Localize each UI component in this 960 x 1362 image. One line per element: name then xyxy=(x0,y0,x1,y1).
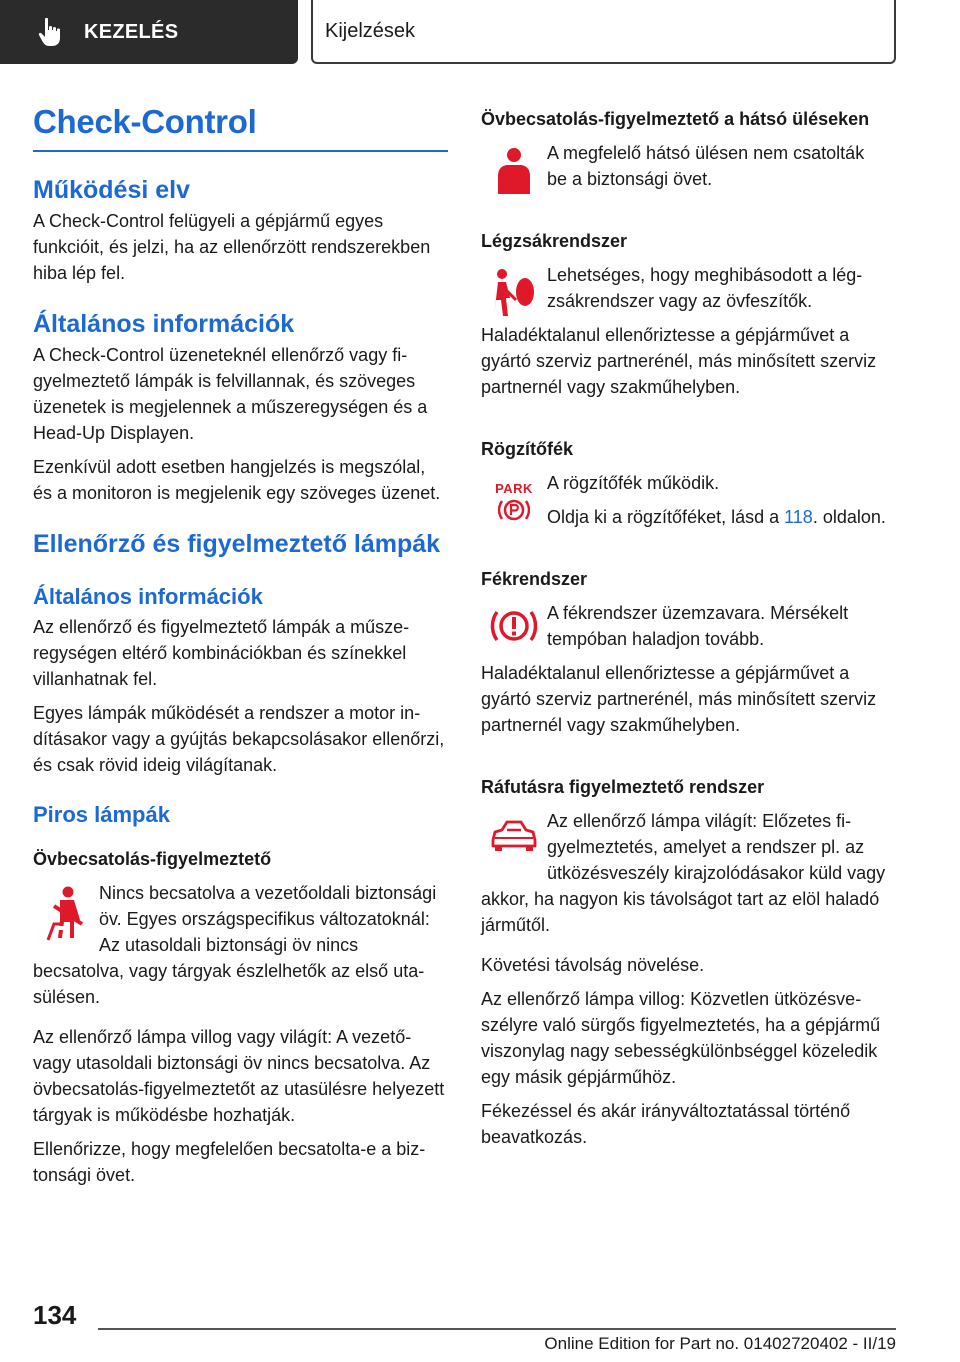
indicator-park xyxy=(481,470,886,538)
indicator-collision xyxy=(481,808,886,946)
text-general-1: A Check-Control üzeneteknél ellenőrző vagy figyelmeztető lámpák is felvillannak, és szöveges üzenetek is megjelennek a műszeregységen és a Head-Up Displayen. xyxy=(33,345,428,443)
parking-brake-icon xyxy=(481,470,547,530)
heading-brake: Fékrendszer xyxy=(481,569,588,589)
text-lamps-1: Az ellenőrző és figyelmeztető lámpák a műszeregységen eltérő kombinációkban és színekkel villanhatnak fel. xyxy=(33,617,410,689)
heading-belt: Övbecsatolás-figyelmeztető xyxy=(33,849,272,869)
edition-note: Online Edition for Part no. 01402720402 - II/19 xyxy=(544,1334,896,1353)
text-principle: A Check-Control felügyeli a gépjármű egyes funkcióit, és jelzi, ha az ellenőrzött rendszerekben hiba lép fel. xyxy=(33,211,431,283)
text-park-2b: . oldalon. xyxy=(812,507,886,527)
text-collision-1: Az ellenőrző lámpa világít: Előzetes figyelmeztetés, amelyet a rendszer pl. az ütközésveszély kirajzolódásakor küld vagy akkor, ha nagyon kis távolságot tart az elöl haladó járműtől. xyxy=(481,811,886,935)
heading-airbag: Légzsákrendszer xyxy=(481,231,628,251)
seatbelt-warning-icon xyxy=(33,880,99,940)
text-belt-3: Ellenőrizze, hogy megfelelően becsatolta-e a biztonsági övet. xyxy=(33,1139,426,1185)
footer-divider xyxy=(98,1328,896,1330)
right-column xyxy=(481,100,886,1158)
chapter-label: KEZELÉS xyxy=(84,20,179,43)
heading-rear-belt: Övbecsatolás-figyelmeztető a hátsó üléseken xyxy=(481,109,870,129)
section-label: Kijelzések xyxy=(325,19,416,42)
text-brake-1: A fékrendszer üzemzavara. Mérsékelt tempóban haladjon tovább. xyxy=(547,603,849,649)
section-tab[interactable] xyxy=(311,0,896,64)
collision-warning-icon xyxy=(481,808,547,868)
text-park-1: A rögzítőfék működik. xyxy=(547,473,720,493)
page-number: 134 xyxy=(33,1300,77,1330)
text-collision-2: Követési távolság növelése. xyxy=(481,955,705,975)
text-belt-1: Nincs becsatolva a vezetőoldali biztonsági öv. Egyes országspecifikus változatoknál: Az utasoldali biztonsági öv nincs becsatolva, vagy tárgyak észlelhetők az első utasülésen. xyxy=(33,883,437,1007)
heading-red-lamps: Piros lámpák xyxy=(33,802,170,827)
indicator-brake xyxy=(481,600,886,746)
left-column xyxy=(33,100,448,1196)
heading-principle: Működési elv xyxy=(33,176,190,204)
airbag-warning-icon xyxy=(481,262,547,322)
heading-general: Általános információk xyxy=(33,310,295,338)
text-belt-2: Az ellenőrző lámpa villog vagy világít: A vezető- vagy utasoldali biztonsági öv nincs becsatolva. Az övbecsatolás-figyelmeztetőt az utasülésre helyezett tárgyak is működésbe hozhatják. xyxy=(33,1027,445,1125)
heading-collision: Ráfutásra figyelmeztető rendszer xyxy=(481,777,765,797)
header-tabbar xyxy=(0,0,960,64)
page-title: Check-Control xyxy=(33,100,448,152)
hand-pointer-icon xyxy=(38,17,64,47)
indicator-belt xyxy=(33,880,448,1018)
text-lamps-2: Egyes lámpák működését a rendszer a motor indításakor vagy a gyújtás bekapcsolásakor ellenőrzi, és csak rövid ideig világítanak. xyxy=(33,703,445,775)
text-park-2a: Oldja ki a rögzítőféket, lásd a xyxy=(547,507,785,527)
text-general-2: Ezenkívül adott esetben hangjelzés is megszólal, és a monitoron is megjelenik egy szöveges üzenet. xyxy=(33,457,441,503)
text-collision-4: Fékezéssel és akár irányváltoztatással történő beavatkozás. xyxy=(481,1101,851,1147)
rear-seatbelt-icon xyxy=(481,140,547,200)
park-icon-label: PARK xyxy=(495,481,533,496)
text-airbag-1: Lehetséges, hogy meghibásodott a légzsákrendszer vagy az övfeszítők. xyxy=(547,265,863,311)
text-rear-belt: A megfelelő hátsó ülésen nem csatolták be a biztonsági övet. xyxy=(547,143,865,189)
heading-park: Rögzítőfék xyxy=(481,439,573,459)
brake-warning-icon xyxy=(481,600,547,660)
text-airbag-2: Haladéktalanul ellenőriztesse a gépjárművet a gyártó szerviz partnerénél, más minősített szerviz partnernél vagy szakműhelyben. xyxy=(481,325,877,397)
heading-lamps: Ellenőrző és figyelmeztető lámpák xyxy=(33,530,441,558)
indicator-rear-belt xyxy=(481,140,886,200)
indicator-airbag xyxy=(481,262,886,408)
page-link-118[interactable]: 118 xyxy=(784,507,813,527)
text-brake-2: Haladéktalanul ellenőriztesse a gépjárművet a gyártó szerviz partnerénél, más minősített szerviz partnernél vagy szakműhelyben. xyxy=(481,663,877,735)
chapter-tab[interactable] xyxy=(0,0,298,64)
text-collision-3: Az ellenőrző lámpa villog: Közvetlen ütközésveszélyre való sürgős figyelmeztetés, ha a gépjármű viszonylag nagy sebességkülönbséggel közeledik egy másik gépjárműhöz. xyxy=(481,989,881,1087)
heading-lamps-general: Általános információk xyxy=(33,584,263,609)
